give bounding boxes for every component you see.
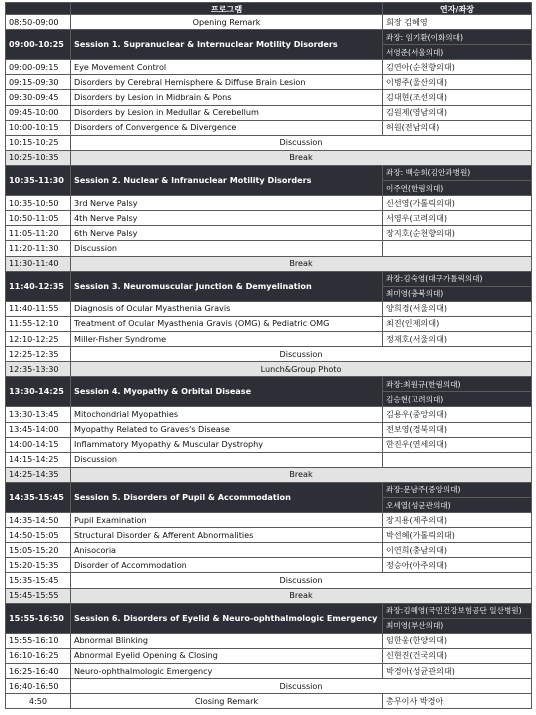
break-label: Lunch&Group Photo <box>71 362 532 377</box>
table-row <box>6 407 532 422</box>
row-speaker: 박선혜(가톨릭의대) <box>383 528 532 543</box>
discussion-row <box>6 573 532 588</box>
row-time: 15:20-15:35 <box>6 558 71 573</box>
table-row <box>6 331 532 346</box>
row-time: 10:50-11:05 <box>6 211 71 226</box>
row-time: 14:25-14:35 <box>6 467 71 482</box>
session-chair: 최미영(충북의대) <box>383 286 532 301</box>
row-speaker: 신선영(가톨릭의대) <box>383 196 532 211</box>
row-time: 12:35-13:30 <box>6 362 71 377</box>
row-time: 16:40-16:50 <box>6 679 71 694</box>
row-speaker: 전보영(경북의대) <box>383 422 532 437</box>
row-speaker: 박경아(성균관의대) <box>383 664 532 679</box>
discussion-row <box>6 135 532 150</box>
row-time: 10:35-10:50 <box>6 196 71 211</box>
table-row <box>6 452 532 467</box>
row-time: 15:35-15:45 <box>6 573 71 588</box>
row-speaker: 정재호(서울의대) <box>383 331 532 346</box>
row-time: 13:30-13:45 <box>6 407 71 422</box>
row-time: 11:55-12:10 <box>6 316 71 331</box>
row-time: 09:30-09:45 <box>6 90 71 105</box>
table-row <box>6 437 532 452</box>
table-row <box>6 513 532 528</box>
break-row <box>6 150 532 165</box>
break-label: Break <box>71 150 532 165</box>
break-label: Break <box>71 256 532 271</box>
row-title: Anisocoria <box>71 543 383 558</box>
row-title: Miller-Fisher Syndrome <box>71 331 383 346</box>
session-title: Session 4. Myopathy & Orbital Disease <box>71 377 383 407</box>
session-header-row <box>6 30 532 45</box>
schedule-table <box>5 2 532 709</box>
row-title: Abnormal Eyelid Opening & Closing <box>71 648 383 663</box>
row-time: 14:15-14:25 <box>6 452 71 467</box>
header-program: 프로그램 <box>71 3 383 15</box>
row-title: Diagnosis of Ocular Myasthenia Gravis <box>71 301 383 316</box>
row-title: Myopathy Related to Graves's Disease <box>71 422 383 437</box>
session-time: 11:40-12:35 <box>6 271 71 301</box>
table-row <box>6 543 532 558</box>
session-time: 10:35-11:30 <box>6 165 71 195</box>
row-title: 3rd Nerve Palsy <box>71 196 383 211</box>
discussion-label: Discussion <box>71 135 532 150</box>
row-title: Inflammatory Myopathy & Muscular Dystrophy <box>71 437 383 452</box>
session-title: Session 5. Disorders of Pupil & Accommodation <box>71 482 383 512</box>
discussion-label: Discussion <box>71 573 532 588</box>
row-time: 10:25-10:35 <box>6 150 71 165</box>
row-time: 09:00-09:15 <box>6 60 71 75</box>
row-time: 16:10-16:25 <box>6 648 71 663</box>
row-time: 12:10-12:25 <box>6 331 71 346</box>
row-title: Abnormal Blinking <box>71 633 383 648</box>
table-row <box>6 196 532 211</box>
row-time: 13:45-14:00 <box>6 422 71 437</box>
row-time: 14:35-14:50 <box>6 513 71 528</box>
session-chair: 최미영(부산의대) <box>383 618 532 633</box>
table-row <box>6 241 532 256</box>
row-time: 08:50-09:00 <box>6 15 71 30</box>
row-title: Disorder of Accommodation <box>71 558 383 573</box>
row-title: Disorders by Cerebral Hemisphere & Diffuse Brain Lesion <box>71 75 383 90</box>
row-time: 15:45-15:55 <box>6 588 71 603</box>
row-title: Disorders of Convergence & Divergence <box>71 120 383 135</box>
session-title: Session 3. Neuromuscular Junction & Demyelination <box>71 271 383 301</box>
row-speaker: 장지용(제주의대) <box>383 513 532 528</box>
session-title: Session 6. Disorders of Eyelid & Neuro-ophthalmologic Emergency <box>71 603 383 633</box>
table-row <box>6 211 532 226</box>
row-speaker: 총무이사 박경아 <box>383 694 532 709</box>
row-time: 15:55-16:10 <box>6 633 71 648</box>
row-time: 11:05-11:20 <box>6 226 71 241</box>
table-row <box>6 664 532 679</box>
row-time: 09:15-09:30 <box>6 75 71 90</box>
session-chair: 김승현(고려의대) <box>383 392 532 407</box>
row-speaker: 한진우(연세의대) <box>383 437 532 452</box>
table-row <box>6 105 532 120</box>
row-speaker: 임한웅(한양의대) <box>383 633 532 648</box>
break-row <box>6 588 532 603</box>
row-speaker: 최진(인제의대) <box>383 316 532 331</box>
table-header <box>6 3 532 15</box>
session-chair: 좌장: 백승희(김안과병원) <box>383 165 532 180</box>
discussion-label: Discussion <box>71 679 532 694</box>
break-label: Break <box>71 467 532 482</box>
row-speaker: 신현진(건국의대) <box>383 648 532 663</box>
row-time: 14:00-14:15 <box>6 437 71 452</box>
row-title: Eye Movement Control <box>71 60 383 75</box>
session-header-row <box>6 482 532 497</box>
session-header-row <box>6 165 532 180</box>
row-title: Discussion <box>71 452 383 467</box>
session-chair: 서영준(서울의대) <box>383 45 532 60</box>
schedule-rows <box>6 15 532 709</box>
session-time: 09:00-10:25 <box>6 30 71 60</box>
row-time: 10:15-10:25 <box>6 135 71 150</box>
table-row <box>6 60 532 75</box>
row-time: 4:50 <box>6 694 71 709</box>
table-row <box>6 528 532 543</box>
row-time: 16:25-16:40 <box>6 664 71 679</box>
session-chair: 좌장:김혜영(국민건강보험공단 일산병원) <box>383 603 532 618</box>
row-title: Structural Disorder & Afferent Abnormalities <box>71 528 383 543</box>
table-row <box>6 75 532 90</box>
table-row <box>6 90 532 105</box>
discussion-row <box>6 679 532 694</box>
header-time <box>6 3 71 15</box>
session-header-row <box>6 603 532 618</box>
session-time: 15:55-16:50 <box>6 603 71 633</box>
row-speaker: 김원제(영남의대) <box>383 105 532 120</box>
session-chair: 좌장: 임기환(이화의대) <box>383 30 532 45</box>
row-title: 4th Nerve Palsy <box>71 211 383 226</box>
row-time: 11:30-11:40 <box>6 256 71 271</box>
session-chair: 좌장:최원규(한림의대) <box>383 377 532 392</box>
row-title: Disorders by Lesion in Midbrain & Pons <box>71 90 383 105</box>
row-speaker: 이병주(울산의대) <box>383 75 532 90</box>
row-speaker <box>383 241 532 256</box>
session-title: Session 1. Supranuclear & Internuclear Motility Disorders <box>71 30 383 60</box>
row-time: 11:20-11:30 <box>6 241 71 256</box>
row-time: 09:45-10:00 <box>6 105 71 120</box>
row-title: Closing Remark <box>71 694 383 709</box>
row-title: Opening Remark <box>71 15 383 30</box>
session-time: 14:35-15:45 <box>6 482 71 512</box>
table-row <box>6 301 532 316</box>
table-row <box>6 648 532 663</box>
row-title: Mitochondrial Myopathies <box>71 407 383 422</box>
row-title: Pupil Examination <box>71 513 383 528</box>
break-row <box>6 467 532 482</box>
break-label: Break <box>71 588 532 603</box>
row-title: Treatment of Ocular Myasthenia Gravis (OMG) & Pediatric OMG <box>71 316 383 331</box>
session-chair: 오세열(성균관의대) <box>383 498 532 513</box>
row-speaker: 이연희(충남의대) <box>383 543 532 558</box>
table-row <box>6 422 532 437</box>
row-speaker: 장지호(순천향의대) <box>383 226 532 241</box>
session-header-row <box>6 271 532 286</box>
session-chair: 좌장:문남주(중앙의대) <box>383 482 532 497</box>
table-row <box>6 316 532 331</box>
row-speaker: 김대현(조선의대) <box>383 90 532 105</box>
row-title: Discussion <box>71 241 383 256</box>
table-row <box>6 694 532 709</box>
table-row <box>6 558 532 573</box>
table-row <box>6 633 532 648</box>
row-title: 6th Nerve Palsy <box>71 226 383 241</box>
row-speaker: 회장 김혜영 <box>383 15 532 30</box>
session-title: Session 2. Nuclear & Infranuclear Motility Disorders <box>71 165 383 195</box>
row-speaker: 서영우(고려의대) <box>383 211 532 226</box>
break-row <box>6 256 532 271</box>
row-speaker: 양희경(서울의대) <box>383 301 532 316</box>
row-time: 12:25-12:35 <box>6 347 71 362</box>
row-speaker: 정승아(아주의대) <box>383 558 532 573</box>
session-time: 13:30-14:25 <box>6 377 71 407</box>
row-title: Neuro-ophthalmologic Emergency <box>71 664 383 679</box>
table-row <box>6 226 532 241</box>
row-title: Disorders by Lesion in Medullar & Cerebellum <box>71 105 383 120</box>
row-speaker: 김용우(중앙의대) <box>383 407 532 422</box>
row-speaker: 허원(전남의대) <box>383 120 532 135</box>
table-row <box>6 120 532 135</box>
break-row <box>6 362 532 377</box>
session-header-row <box>6 377 532 392</box>
row-time: 10:00-10:15 <box>6 120 71 135</box>
discussion-label: Discussion <box>71 347 532 362</box>
session-chair: 이주연(한림의대) <box>383 181 532 196</box>
session-chair: 좌장:김숙영(대구가톨릭의대) <box>383 271 532 286</box>
row-time: 11:40-11:55 <box>6 301 71 316</box>
row-speaker: 김연아(순천향의대) <box>383 60 532 75</box>
table-row <box>6 15 532 30</box>
row-time: 14:50-15:05 <box>6 528 71 543</box>
row-speaker <box>383 452 532 467</box>
discussion-row <box>6 347 532 362</box>
header-speaker: 연자/좌장 <box>383 3 532 15</box>
row-time: 15:05-15:20 <box>6 543 71 558</box>
